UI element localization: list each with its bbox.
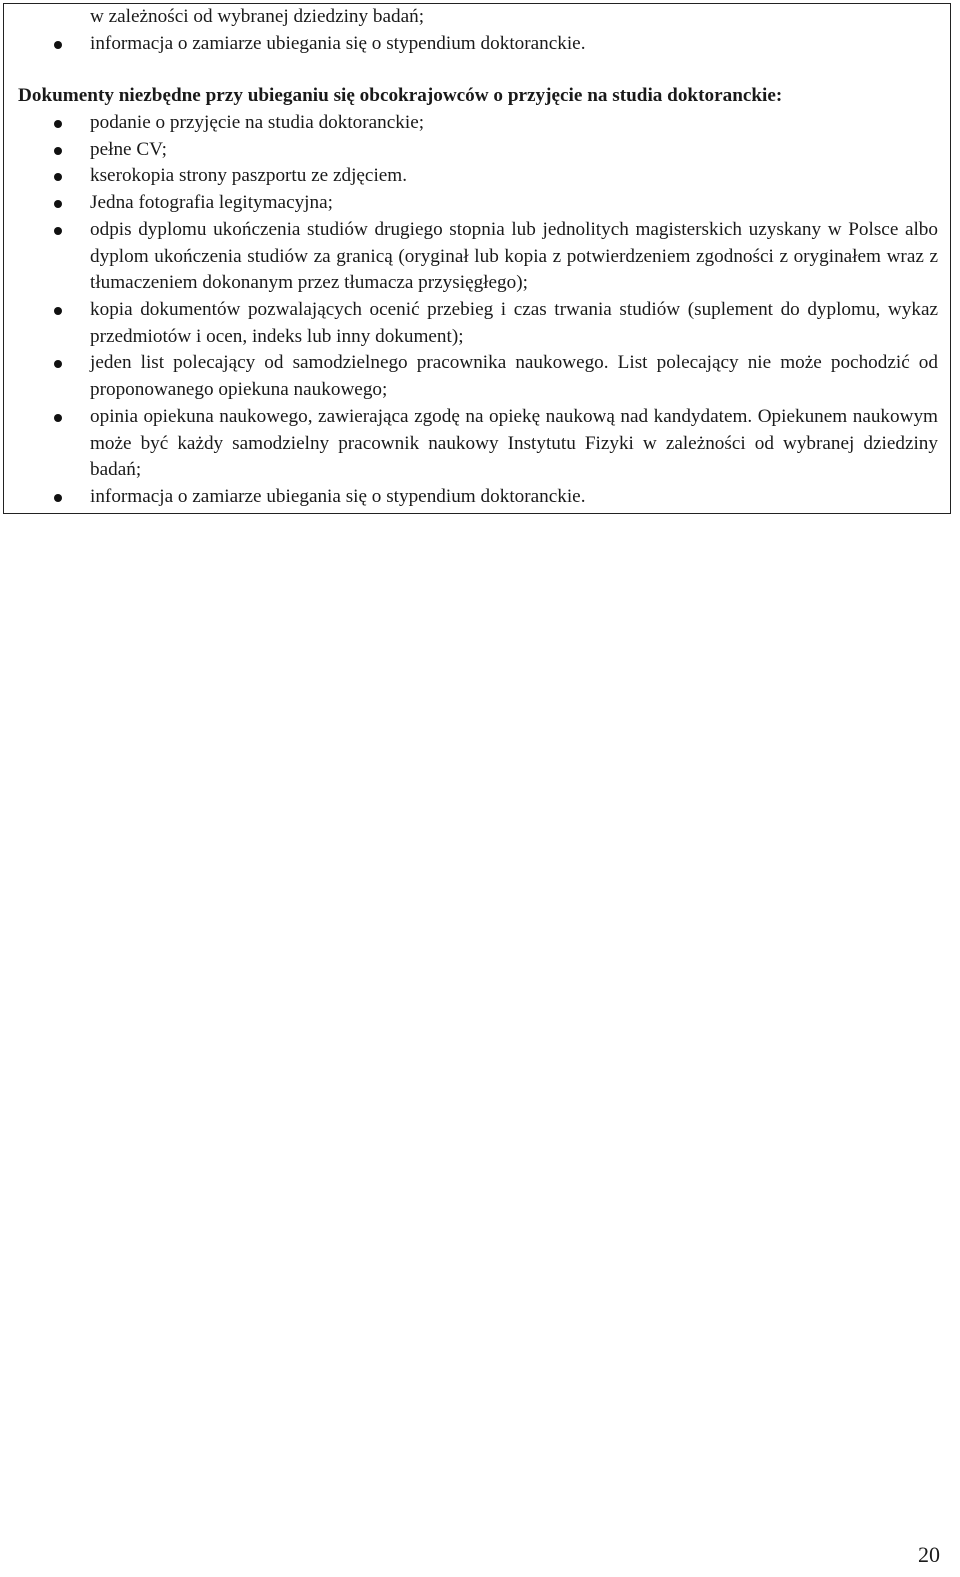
list-item: [4, 350, 950, 403]
requirements-content: [4, 4, 950, 511]
list-item: [4, 404, 950, 484]
list-item-text: informacja o zamiarze ubiegania się o stypendium doktoranckie.: [90, 32, 586, 54]
list-item-text: odpis dyplomu ukończenia studiów drugiego stopnia lub jednolitych magisterskich uzyskany w Polsce albo dyplom ukończenia studiów za granicą (oryginał lub kopia z potwierdzeniem zgodności z oryginałem wraz z tłumaczeniem dokonanym przez tłumacza przysięgłego);: [90, 218, 938, 294]
requirements-box: [3, 3, 951, 514]
bullet-icon: [54, 41, 62, 49]
list-item-text: Jedna fotografia legitymacyjna;: [90, 192, 333, 214]
list-item: [4, 190, 950, 217]
list-item: [4, 31, 950, 58]
bullet-icon: [54, 173, 62, 181]
bullet-icon: [54, 227, 62, 235]
continuation-line: [4, 4, 950, 31]
bullet-icon: [54, 147, 62, 155]
continuation-text: w zależności od wybranej dziedziny badań;: [90, 6, 425, 27]
list-item-text: kopia dokumentów pozwalających ocenić przebieg i czas trwania studiów (suplement do dyplomu, wykaz przedmiotów i ocen, indeks lub inny dokument);: [90, 299, 938, 347]
list-item-text: opinia opiekuna naukowego, zawierająca zgodę na opiekę naukową nad kandydatem. Opiekunem naukowym może być każdy samodzielny pracownik naukowy Instytutu Fizyki w zależności od wybranej dziedziny badań;: [90, 405, 938, 481]
list-item: [4, 163, 950, 190]
list-item: [4, 484, 950, 511]
bullet-icon: [54, 120, 62, 128]
list-item: [4, 297, 950, 350]
bullet-icon: [54, 200, 62, 208]
list-item-text: pełne CV;: [90, 138, 167, 160]
list-item: [4, 217, 950, 297]
section-heading: Dokumenty niezbędne przy ubieganiu się obcokrajowców o przyjęcie na studia doktoranckie:: [18, 85, 783, 107]
list-item: [4, 137, 950, 164]
bullet-icon: [54, 360, 62, 368]
section-spacer: [4, 57, 950, 83]
list-item: [4, 110, 950, 137]
bullet-icon: [54, 307, 62, 315]
page-number: 20: [918, 1542, 940, 1567]
bullet-icon: [54, 494, 62, 502]
bullet-icon: [54, 414, 62, 422]
list-item-text: podanie o przyjęcie na studia doktoranckie;: [90, 112, 425, 134]
list-item-text: informacja o zamiarze ubiegania się o stypendium doktoranckie.: [90, 485, 586, 507]
list-item-text: jeden list polecający od samodzielnego pracownika naukowego. List polecający nie może pochodzić od proponowanego opiekuna naukowego;: [90, 352, 938, 401]
list-item-text: kserokopia strony paszportu ze zdjęciem.: [90, 165, 408, 187]
